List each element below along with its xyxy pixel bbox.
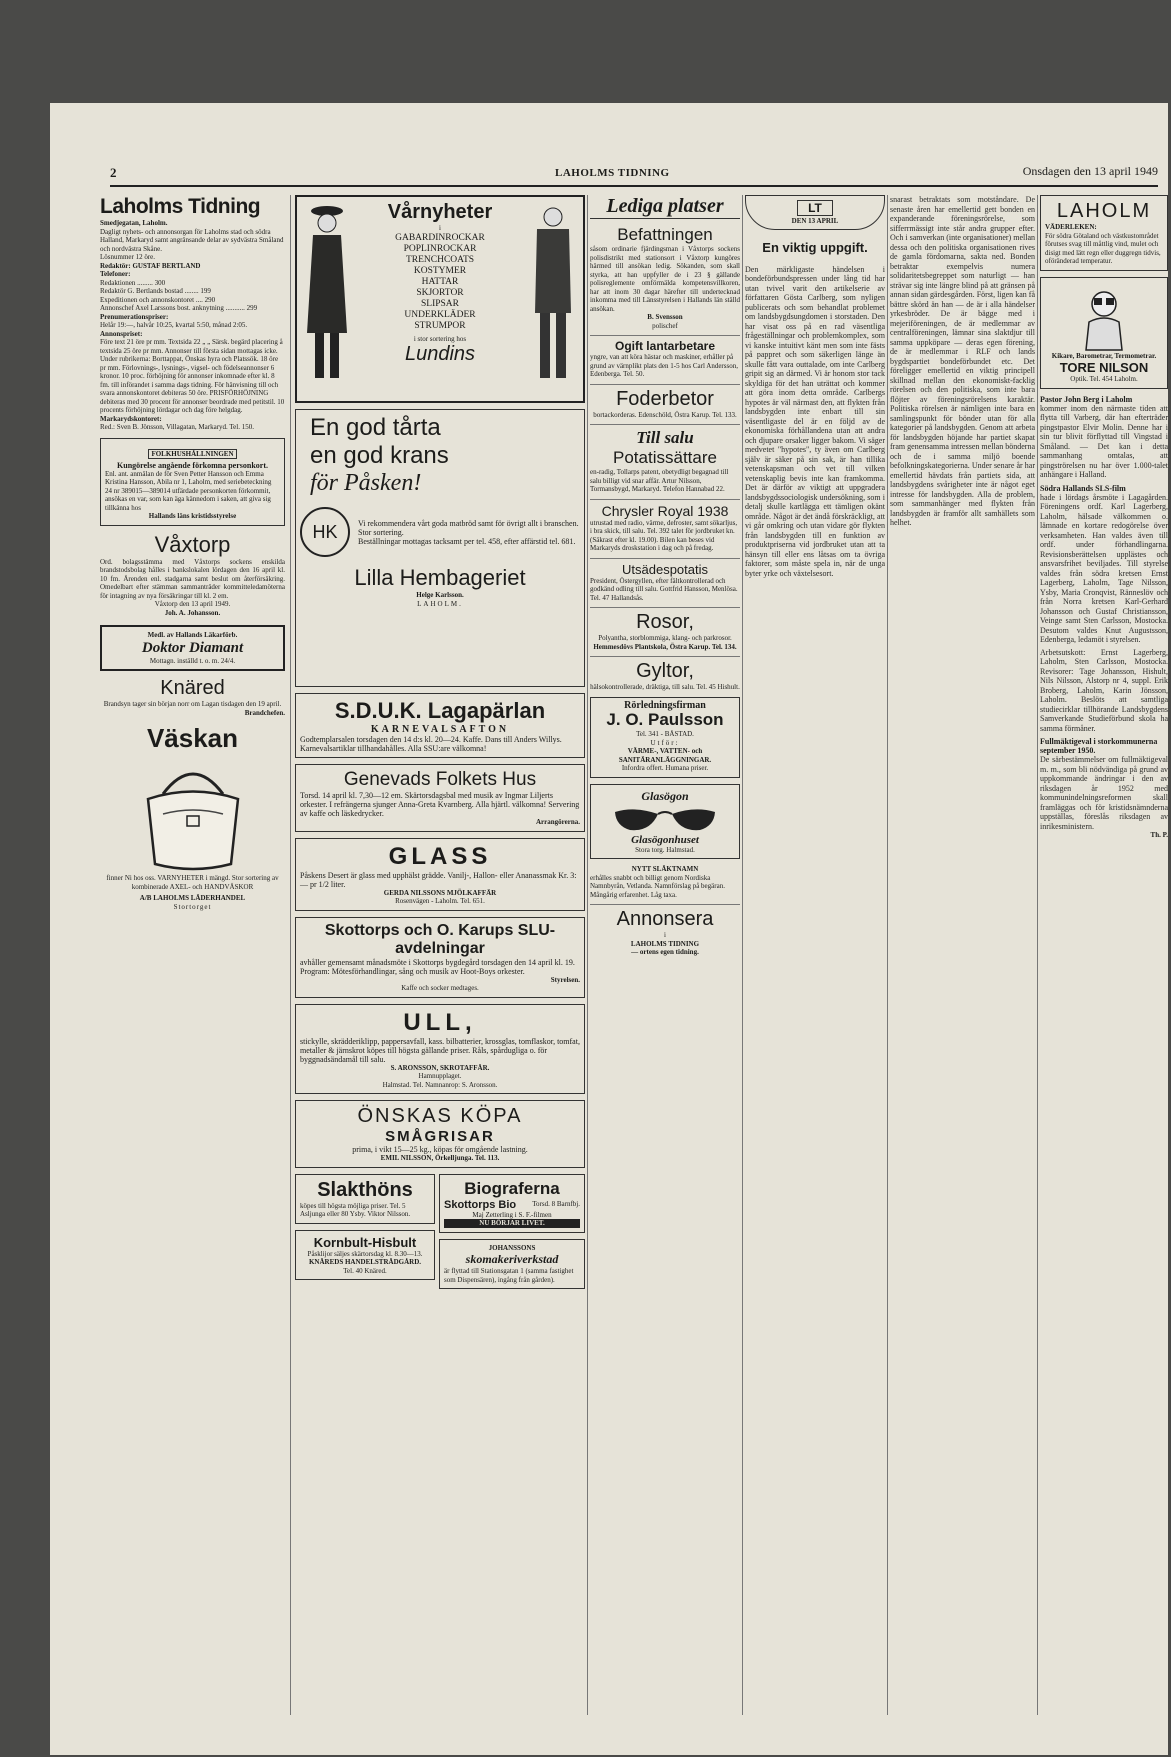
mark-body: Red.: Sven B. Jönsson, Villagatan, Markaryd. Tel. 150.	[100, 423, 254, 431]
skottorp-slu-ad: Skottorps och O. Karups SLU-avdelningar avhåller gemensamt månadsmöte i Skottorps bygdegård torsdagen den 14 april kl. 19. Program: Mötesförhandlingar, sång och musik av Hoot-Boys orkester. Styrelsen. Kaffe och socker medtages.	[295, 917, 585, 998]
fullmaktige-body: De särbestämmelser om fullmäktigeval m. m., som bli nödvändiga på grund av uppkommande ändringar i den av riksdagen år 1952 med kommunindelningsreformen skall framläggas och för kristidsnämnderna uppställas, föreslås riksdagen av inrikesministern.	[1040, 755, 1168, 831]
hembageriet-ad: En god tårta en god krans för Påsken! HK Vi rekommendera vårt goda matbröd samt för övrigt allt i branschen. Stor sortering. Beställningar mottagas tacksamt per tel. 458, efter affärstid tel. 681. Lilla Hembageriet Helge Karlsson. LAHOLM.	[295, 409, 585, 687]
kornbult-ad: Kornbult-Hisbult Påsklijor säljes skärtorsdag kl. 8.30—13. KNÄREDS HANDELSTRÄDGÅRD. Tel. 40 Knäred.	[295, 1230, 435, 1281]
potatissattare-ad: Potatissättare en-radig, Tollarps patent, obetydligt begagnad till salu billigt vid snar affär. Artur Nilsson, Tormansbygd, Markaryd. Telefon Hannabad 22.	[590, 448, 729, 493]
befattning-ad: Befattningen såsom ordinarie fjärdingsman i Våxtorps sockens polisdistrikt med stationsort i Våxtorp kungöres härmed till ansökan ledig. Sökanden, som skall styrka, att han uppfyller de i 23 § gällande polisreglemente omförmälda kompetensvillkoren, har att inom 30 dagar härefter till undertecknad inkomma med till Länsstyrelsen i Hallands län ställd ansökan. B. Svensson polischef	[590, 225, 740, 330]
column-rule	[742, 195, 743, 1715]
sduk-ad: S.D.U.K. Lagapärlan KARNEVALSAFTON Godtemplarsalen torsdagen den 14 d:s kl. 20—24. Kaffe. Dans till Anders Willys. Karnevalsartiklar tillhandahålles. Alla SSU:are välkomna!	[295, 693, 585, 758]
utsadespotatis-ad: Utsädespotatis President, Östergyllen, efter fältkontrollerad och godkänd odling till salu. Gottfrid Hansson, Menlösa. Tel. 47 Hallandsås.	[590, 558, 740, 603]
tel-line: Expeditionen och annonskontoret .... 290	[100, 295, 216, 304]
vaxtorp-notice: Våxtorp Ord. bolagsstämma med Våxtorps sockens enskilda brandstodsbolag hålles i bankslokalen lördagen den 16 april kl. 10 fm. Ärenden enl. stadgarna samt beslut om återförsäkring. Omedelbart efter stämman sammanträder kommitteledamöterna för intagning av nya försäkringar till kl. 2 em. Våxtorp den 13 april 1949. Joh. A. Johansson.	[100, 531, 285, 617]
lt-logo-box: LT DEN 13 APRIL	[745, 195, 885, 230]
doctor-ad: Medl. av Hallands Läkarförb. Doktor Diamant Mottagn. inställd t. o. m. 24/4.	[100, 625, 285, 671]
column-masthead-info	[100, 195, 285, 911]
ann-body: Före text 21 öre pr mm. Textsida 22 „ „ Särsk. begärd placering å textsida 25 öre pr mm. Annonser till första sidan mottagas icke. Under rubrikerna: Borttappat, Önskas hyra och Platssök. 18 öre pr mm. Förlovnings-, lysnings-, vigsel- och födelseannonser 6 kronor. 10 proc. förhöjning för annonser inkomnade efter kl. 8 fm. till införandet i samma dags tidning. För hänvisning till och svara annonskontoret debiteras 50 öre. PRISFÖRHÖJNING debiteras med 30 procent för annonser beordrade med petitstil. 10 procents förhöjning lördagar och dag före helgdag.	[100, 338, 285, 414]
issue-date: Onsdagen den 13 april 1949	[1022, 164, 1158, 178]
tel-line: Redaktionen ......... 300	[100, 278, 166, 287]
varnyheter-items: GABARDINROCKAR POPLINROCKAR TRENCHCOATS KOSTYMER HATTAR SKJORTOR SLIPSAR UNDERKLÄDER STRUMPOR	[395, 232, 485, 331]
johansson-ad: JOHANSSONS skomakeriverkstad är flyttad till Stationsgatan 1 (samma fastighet som Dispensären), ingång från gården).	[439, 1239, 585, 1290]
knared-notice: Knäred Brandsyn tager sin början norr om Lagan tisdagen den 19 april. Brandchefen.	[103, 677, 285, 717]
paper-address: Smedjegatan, Laholm.	[100, 219, 168, 227]
column-ads-center	[295, 195, 585, 1295]
lantarbetare-ad: Ogift lantarbetare yngre, van att köra hästar och maskiner, erhåller på grund av värnplikt plats den 1-5 hos Carl Andersson, Edenberga. Tel. 50.	[590, 335, 740, 379]
slakthons-ad: Slakthöns köpes till högsta möjliga priser. Tel. 5 Asljunga eller 80 Ysby. Viktor Nilsson.	[295, 1174, 435, 1224]
column-editorial-cont	[890, 195, 1035, 528]
sls-heading: Södra Hallands SLS-film	[1040, 483, 1126, 493]
tel-heading: Telefoner:	[100, 270, 131, 278]
paulsson-ad: Rörledningsfirman J. O. Paulsson Tel. 341 - BÅSTAD. Utför: VÄRME-, VATTEN- och SANITÄRANLÄGGNINGAR. Infordra offert. Humana priser.	[590, 697, 740, 778]
column-rule	[290, 195, 291, 1715]
tel-line: Redaktör G. Bertlands bostad ........ 199	[100, 287, 211, 295]
paper-title: Laholms Tidning	[100, 195, 261, 218]
glass-ad: GLASS Påskens Desert är glass med upphälst grädde. Vanilj-, Hallon- eller Ananassmak Kr. 3:— pr 1/2 liter. GERDA NILSSONS MJÖLKAFFÄR Rosenvägen - Laholm. Tel. 651.	[295, 838, 585, 911]
slaktnamn-ad: NYTT SLÄKTNAMN erhålles snabbt och billigt genom Nordiska Namnbyrån, Vetlanda. Namnförslag på begäran. Mångårig erfarenhet. Låg taxa.	[590, 865, 725, 899]
ann-heading: Annonspriset:	[100, 329, 143, 338]
column-local-news	[1040, 195, 1168, 840]
column-rule	[1037, 195, 1038, 1715]
folkhushallning-notice: FOLKHUSHÅLLNINGEN Kungörelse angående förkomna personkort. Enl. ant. anmälan de för Sven Petter Hansson och Emma Kristina Hansson, Abila nr 1, Laholm, med seriebeteckning 24 nr 389015—389014 utfärdade personkorten förkommit, ansökas en var, som kan äga kännedom i saken, att giva sig tillkänna hos Hallands läns kristidsstyrelse	[100, 438, 285, 526]
biograferna-ad: Biograferna Skottorps Bio Torsd. 8 Barnfbj. Maj Zetterling i S. F.-filmen NU BÖRJAR LIVET.	[439, 1174, 585, 1233]
ull-ad: ULL, stickylle, skrädderiklipp, pappersavfall, kass. bilbatterier, krossglas, tomflaskor, tomfat, metaller & järnskrot köpes till högsta gällande priser. Råls, spårdugliga o. för byggnadsändamål till salu. S. ARONSSON, SKROTAFFÄR. Hamnupplaget. Halmstad. Tel. Namnanrop: S. Aronsson.	[295, 1004, 585, 1095]
gyltor-ad: Gyltor, hälsokontrollerade, dräktiga, till salu. Tel. 45 Hishult.	[590, 656, 740, 692]
man-suit-illustration	[529, 203, 577, 383]
tel-line: Annonschef Axel Larssons bost. anknytning ........... 299	[100, 304, 258, 312]
pren-heading: Prenumerationspriser:	[100, 312, 169, 321]
paper-price: Lösnummer 12 öre.	[100, 253, 156, 261]
newspaper-page	[50, 103, 1168, 1755]
paper-intro: Dagligt nyhets- och annonsorgan för Laholms stad och södra Halland, Markaryd samt angränsande delar av sydvästra Småland och nordvästra Skåne.	[100, 227, 284, 253]
handbag-illustration	[133, 754, 253, 874]
column-editorial	[745, 195, 885, 578]
arbetsutskott-body: Arbetsutskott: Ernst Lagerberg, Laholm, Sten Carlsson, Mostocka. Revisorer: Tage Johansson, Hishult, Nils Nilsson, Alstorp nr 4, suppl. Erik Broberg, Laholm, Karin Jönsson, Laholm. Beslöts att samtliga studiecirklar tillhörande Landsbygdens Samverkande Studieförbund skola ha samma förmåner.	[1040, 647, 1168, 733]
editorial-body-cont: snarast betraktats som motståndare. De senaste åren har emellertid gett bonden en expanderande föreningsrörelse, som sifferrmässigt inte står andra grupper efter. Och i samverkan (inte organisationer) mellan dessa och den politiska organisationen rives de gamla fördomarna, sakta ned. Bonden betraktar exempelvis numera solidaritetsbegreppet som naturligt — han strävar sig inte längre blind på att gränsen på annan sidan gärdesgården. Först, ligen kan få bättre skörd än han — de är i alla händelser yrkesbröder. De är bägge med i mejeriföreningen, de är medlemmar av centralföreningen, lämnar sina slaktdjur till samma uppköpare — deras egen förening, de är medlemmar i RLF och lands bygdspartiet bondeförbundet etc. Det föreligger emellertid en viktig principell skillnad mellan den ekonomiskt-facklig rörelsen och den politiska, som inte bara flöjter av föreningsrörelsens karaktär. Politiska rörelsen är nämligen inte bara en samlingspunkt för bönder utan för alla kategorier på landsbygden. Genom att arbeta för landsbygden höjande har partiet skapat fram genensamma intressen mellan bönderna och de i samma miljö boende befolkningskategorierna. Under senare år har emellertid hävdats från partiets sida, att landsbygdens svårigheter inte är något eget intresse för landsbygden. Alla de problem, som sammanhänger med flykten från landsbygden är framför allt samhällets som helhet.	[890, 195, 1035, 527]
chrysler-ad: Chrysler Royal 1938 utrustad med radio, värme, defroster, samt sökarljus, i bra skick, till salu. Tel. 392 talet för jordbruket kn. (Säkrast efter kl. 19.00). Bilen kan beses vid Markaryds droskstation i dag och på fredag.	[590, 499, 740, 553]
column-classifieds	[590, 195, 740, 957]
smagrisar-ad: ÖNSKAS KÖPA SMÅGRISAR prima, i vikt 15—25 kg., köpas för omgående lastning. EMIL NILSSON, Örkelljunga. Tel. 113.	[295, 1100, 585, 1168]
foderbetor-ad: Foderbetor bortackorderas. Edenschöld, Östra Karup. Tel. 133.	[590, 384, 740, 420]
varnyheter-ad: Vårnyheter i GABARDINROCKAR POPLINROCKAR TRENCHCOATS KOSTYMER HATTAR SKJORTOR SLIPSAR UNDERKLÄDER STRUMPOR i stor sortering hos Lundins	[295, 195, 585, 403]
man-coat-illustration	[303, 203, 351, 383]
paper-editor: Redaktör: GUSTAF BERTLAND	[100, 261, 201, 270]
editorial-headline: En viktig uppgift.	[762, 239, 868, 255]
glasses-illustration	[610, 804, 720, 834]
man-binoculars-illustration	[1064, 282, 1144, 352]
glasogonhuset-ad: Glasögon Glasögonhuset Stora torg. Halmstad.	[590, 784, 740, 860]
page-header	[110, 163, 1158, 187]
laholm-weather-box: LAHOLM VÄDERLEKEN: För södra Götaland och västkustområdet förutses svag till måttlig vind, mulet och disigt med lätt regn eller duggregn tidvis, oföränderad temperatur.	[1040, 195, 1168, 271]
lediga-platser-heading: Lediga platser	[590, 195, 740, 219]
vaskan-ad: Väskan finner Ni hos oss. VARNYHETER i mängd. Stor sortering av kombinerade AXEL- och HANDVÄSKOR A/B LAHOLMS LÄDERHANDEL Stortorget	[106, 723, 279, 911]
annonsera-ad: Annonsera i LAHOLMS TIDNING — ortens egen tidning.	[590, 904, 740, 957]
till-salu-heading: Till salu	[590, 424, 740, 448]
genevad-ad: Genevads Folkets Hus Torsd. 14 april kl. 7,30—12 em. Skärtorsdagsbal med musik av Ingmar Liljerts orkester. I refrängerna sjunger Anna-Greta Kvarnberg. Alla hjärtl. välkomna! Servering av kaffe och läskedrycker. Arrangörerna.	[295, 764, 585, 832]
pastor-heading: Pastor John Berg i Laholm	[1040, 394, 1133, 404]
mark-heading: Markarydskontoret:	[100, 414, 162, 423]
sls-body: hade i lördags årsmöte i Lagagården. Föreningens ordf. Karl Lagerberg, Laholm, hälsade välkommen o. lämnade en kortare redogörelse över verksamheten. Han valdes även till ordf. under förhandlingarna. Revisionsberättelsen upplästes och ansvarsfrihet beviljades. Till styrelse valdes från södra kretsen Ernst Lagerberg, Laholm, Tage Nilsson, Ysby, Maria Cronqvist, Ränneslöv och från Norra kretsen Karl-Gerhard Johansson och Gustaf Christiansson, Veinge samt Sten Carlsson, Mostocka. Desutom valdes Knut Augustsson, Edenberga, ledamöt i styrelsen.	[1040, 492, 1168, 644]
column-rule	[587, 195, 588, 1715]
masthead: LAHOLMS TIDNING	[555, 167, 670, 179]
pastor-body: kommer inom den närmaste tiden att flytta till Varberg, där han efterträder pingstpastor Elvir Molin. Denne har i sin tur blivit förflyttad till Vingstad i Småland. — Det kan i detta sammanhang omtalas, att pingströrelsen nu har över 1.000-talet anhängare i Halland.	[1040, 403, 1168, 479]
column-rule	[887, 195, 888, 1715]
page-number: 2	[110, 165, 117, 180]
rosor-ad: Rosor, Polyantha, storblommiga, klang- och parkrosor. Hemmesdövs Plantskola, Östra Karup. Tel. 134.	[590, 607, 740, 651]
tore-nilson-ad: Kikare, Barometrar, Termometrar. TORE NILSON Optik. Tel. 454 Laholm.	[1040, 277, 1168, 389]
hk-logo: HK	[300, 507, 350, 557]
signature: Th. P.	[1150, 831, 1168, 839]
fullmaktige-heading: Fullmäktigeval i storkommunerna september 1950.	[1040, 737, 1158, 755]
pren-body: Helår 19:—, halvår 10:25, kvartal 5:50, månad 2:05.	[100, 321, 248, 329]
editorial-body: Den märkligaste händelsen i bondeförbundspressen under lång tid har utan tvivel varit den artikelserie av författaren Gösta Carlberg, som nyligen publicerats och som behandlat problemet om landsbygdsungdomen i storstaden. Den har visat oss på en rad väsentliga frågeställningar och problemkomplex, som vi kanske intuitivt känt men som inte fästs på pappret och som säkerligen länge än skulle fått vara outtalade, om inte Carlberg gripit sig an därmed. Vi är honom stor tack skyldiga för det han uträttat och kommer att göra inom detta område. Carlbergs hypotes är väl närmast den, att flykten från landsbygden inte enbart till sin väsentligaste del är en följd av de ekonomiska förhållandena utan att andra och djupare orsaker ligger bakom. Vi säger medvetet "hypotes", ty även om Carlberg själv är säker på sin sak, är han tillika vetenskapsman och vet till vilken vetenskaplig bevis inte kan framkomma. Det är därför av viktigt att uppgradera landsbygdssociologisk undersökning, som i detalj skulle kartlägga ett tämligen okänt område. Något är det ändå förskräckligt, att vi går omkring och utan vidare gör flykten från landsbygden till en funktion av produktpriserna vid jordbruket utan att ta hänsyn till eller ens låtsas om ta övriga faktorer, som måste spela in, när de unga byter yrke och växtelsesort.	[745, 264, 885, 578]
